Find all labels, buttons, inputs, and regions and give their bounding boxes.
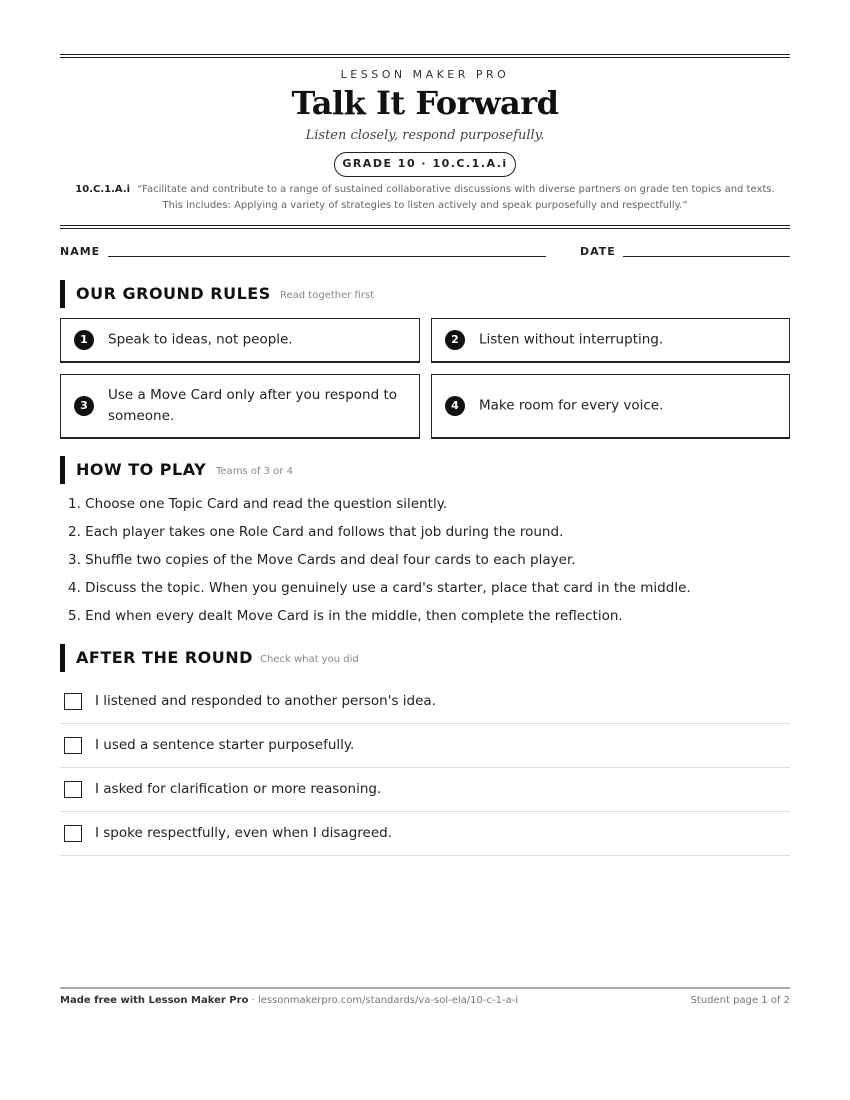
section-title: HOW TO PLAY — [76, 460, 207, 479]
instruction-step: 3. Shuffle two copies of the Move Cards and deal four cards to each player. — [68, 552, 576, 568]
checklist-item — [60, 812, 790, 856]
worksheet-subtitle: Listen closely, respond purposefully. — [305, 128, 545, 143]
name-date-row — [60, 245, 790, 261]
instruction-step: 1. Choose one Topic Card and read the question silently. — [68, 496, 448, 512]
checklist-label: I listened and responded to another person's idea. — [95, 693, 436, 709]
instruction-step: 5. End when every dealt Move Card is in the middle, then complete the reflection. — [68, 608, 623, 624]
section-hint: Check what you did — [260, 654, 359, 665]
ground-rule-card — [60, 318, 420, 363]
checkbox[interactable] — [64, 737, 82, 754]
footer-url[interactable]: · lessonmakerpro.com/standards/va-sol-ela/10-c-1-a-i — [248, 995, 519, 1006]
rule-text: Listen without interrupting. — [479, 331, 664, 348]
instruction-step: 2. Each player takes one Role Card and follows that job during the round. — [68, 524, 564, 540]
rule-number-badge: 3 — [74, 396, 94, 416]
instruction-step: 4. Discuss the topic. When you genuinely use a card's starter, place that card in the middle. — [68, 580, 691, 596]
ground-rules-heading — [60, 280, 460, 308]
date-field[interactable] — [623, 256, 790, 257]
how-to-play-heading — [60, 456, 460, 484]
rule-number-badge: 2 — [445, 330, 465, 350]
ground-rule-card — [60, 374, 420, 439]
checkbox[interactable] — [64, 693, 82, 710]
worksheet-page — [60, 0, 790, 1100]
instructions-list — [68, 490, 790, 630]
page-number: Student page 1 of 2 — [690, 995, 790, 1006]
ground-rule-card — [431, 374, 790, 439]
checkbox[interactable] — [64, 781, 82, 798]
section-hint: Read together first — [280, 290, 375, 301]
grade-badge: GRADE 10 · 10.C.1.A.i — [334, 152, 516, 177]
section-title: AFTER THE ROUND — [76, 648, 253, 667]
footer-credit — [60, 995, 518, 1006]
section-hint: Teams of 3 or 4 — [216, 466, 293, 477]
name-field[interactable] — [108, 256, 546, 257]
worksheet-title: Talk It Forward — [291, 84, 559, 122]
checklist-label: I spoke respectfully, even when I disagreed. — [95, 825, 393, 841]
standard-description — [60, 182, 790, 214]
section-marker — [60, 456, 65, 484]
header-bottom-rule — [60, 225, 790, 229]
name-label: NAME — [60, 245, 101, 258]
rule-number-badge: 4 — [445, 396, 465, 416]
rule-number-badge: 1 — [74, 330, 94, 350]
date-label: DATE — [580, 245, 616, 258]
section-marker — [60, 280, 65, 308]
checklist-item — [60, 680, 790, 724]
checklist-label: I asked for clarification or more reasoning. — [95, 781, 382, 797]
rule-text: Make room for every voice. — [479, 397, 664, 414]
ground-rule-card — [431, 318, 790, 363]
standard-text: “Facilitate and contribute to a range of sustained collaborative discussions with diverse partners on grade ten topics and texts. This includes: Applying a variety of strategies to listen actively and speak purposefully and respectfully.” — [137, 184, 775, 211]
checklist-item — [60, 768, 790, 812]
section-title: OUR GROUND RULES — [76, 284, 271, 303]
checklist-label: I used a sentence starter purposefully. — [95, 737, 355, 753]
rule-text: Use a Move Card only after you respond to someone. — [108, 387, 398, 424]
section-marker — [60, 644, 65, 672]
checkbox[interactable] — [64, 825, 82, 842]
checklist-item — [60, 724, 790, 768]
brand-name: LESSON MAKER PRO — [340, 68, 510, 81]
header-top-rule — [60, 54, 790, 58]
footer-credit-text: Made free with Lesson Maker Pro — [60, 995, 249, 1006]
standard-code: 10.C.1.A.i — [75, 184, 131, 195]
footer-rule — [60, 987, 790, 989]
rule-text: Speak to ideas, not people. — [108, 331, 293, 348]
reflection-checklist — [60, 680, 790, 856]
after-round-heading — [60, 644, 460, 672]
